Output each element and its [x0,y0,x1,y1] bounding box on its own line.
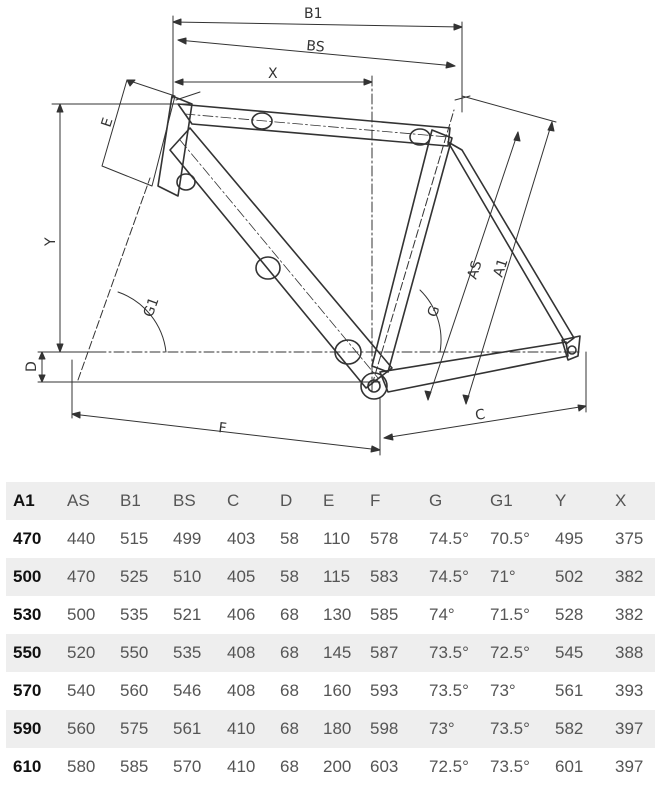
column-header: G1 [490,491,513,510]
table-cell: 72.5° [429,757,469,776]
table-cell: 375 [615,529,644,548]
label-g: G [424,303,444,320]
table-cell: 73.5° [429,643,469,662]
label-y: Y [43,237,59,246]
table-cell: 585 [370,605,399,624]
dimension-c [384,352,586,440]
table-cell: 160 [323,681,352,700]
label-x: X [268,66,278,82]
column-header: A1 [13,491,35,510]
table-row [6,520,655,558]
table-cell: 540 [67,681,96,700]
column-header: E [323,491,335,510]
table-cell: 70.5° [490,529,530,548]
table-cell: 575 [120,719,149,738]
table-cell: 550 [120,643,149,662]
angle-g [372,110,454,385]
table-cell: 74.5° [429,529,469,548]
label-f: F [217,420,228,437]
table-cell: 73.5° [490,757,530,776]
table-cell: 499 [173,529,202,548]
size-cell: 470 [13,529,42,548]
table-cell: 535 [120,605,149,624]
table-cell: 180 [323,719,352,738]
dimension-y [52,104,190,352]
table-cell: 130 [323,605,352,624]
table-cell: 73° [429,719,455,738]
table-cell: 68 [280,643,299,662]
table-cell: 200 [323,757,352,776]
table-cell: 73° [490,681,516,700]
dimension-a1 [462,96,556,404]
table-cell: 68 [280,757,299,776]
size-cell: 590 [13,719,42,738]
table-cell: 408 [227,681,256,700]
table-cell: 525 [120,567,149,586]
table-cell: 406 [227,605,256,624]
column-header: G [429,491,443,510]
column-header: BS [173,491,196,510]
table-cell: 583 [370,567,399,586]
table-cell: 410 [227,719,256,738]
column-header: B1 [120,491,141,510]
table-cell: 388 [615,643,644,662]
table-cell: 570 [173,757,202,776]
table-cell: 405 [227,567,256,586]
table-cell: 582 [555,719,584,738]
dimension-f [72,360,380,455]
dimension-d [38,352,380,382]
table-cell: 408 [227,643,256,662]
label-as: AS [464,258,486,282]
table-cell: 110 [323,529,351,548]
size-cell: 550 [13,643,42,662]
table-cell: 561 [173,719,202,738]
table-cell: 403 [227,529,256,548]
table-cell: 58 [280,529,299,548]
table-cell: 73.5° [429,681,469,700]
column-header: Y [555,491,567,510]
size-cell: 530 [13,605,42,624]
table-header-row [6,482,655,520]
column-header: X [615,491,627,510]
label-g1: G1 [140,295,163,320]
table-cell: 115 [323,567,351,586]
table-cell: 500 [67,605,96,624]
table-cell: 393 [615,681,644,700]
table-cell: 510 [173,567,202,586]
column-header: C [227,491,240,510]
angle-g1 [78,178,166,380]
dimension-x [175,76,372,395]
column-header: AS [67,491,90,510]
table-cell: 578 [370,529,399,548]
table-cell: 71.5° [490,605,530,624]
size-cell: 500 [13,567,42,586]
table-cell: 73.5° [490,719,530,738]
table-cell: 546 [173,681,202,700]
table-cell: 545 [555,643,584,662]
table-row [6,672,655,710]
table-cell: 74° [429,605,455,624]
table-cell: 528 [555,605,584,624]
table-row [6,596,655,634]
label-c: C [474,406,487,424]
label-bs: BS [305,38,326,56]
table-cell: 521 [173,605,202,624]
table-cell: 560 [67,719,96,738]
table-cell: 440 [67,529,96,548]
table-cell: 520 [67,643,96,662]
size-cell: 610 [13,757,42,776]
table-cell: 74.5° [429,567,469,586]
table-cell: 603 [370,757,399,776]
label-b1: B1 [304,6,323,22]
table-cell: 397 [615,757,644,776]
table-row [6,634,655,672]
table-cell: 72.5° [490,643,530,662]
table-cell: 71° [490,567,516,586]
label-a1: A1 [490,256,512,280]
table-cell: 470 [67,567,96,586]
table-row [6,558,655,596]
dimension-e [102,80,175,186]
geometry-table [6,482,655,786]
size-cell: 570 [13,681,42,700]
table-cell: 397 [615,719,644,738]
table-body [6,520,655,786]
table-cell: 585 [120,757,149,776]
table-cell: 560 [120,681,149,700]
table-row [6,748,655,786]
label-d: D [24,361,40,372]
table-cell: 495 [555,529,584,548]
column-header: F [370,491,381,510]
table-cell: 382 [615,567,644,586]
table-cell: 580 [67,757,96,776]
table-cell: 515 [120,529,149,548]
table-cell: 601 [555,757,584,776]
table-cell: 502 [555,567,584,586]
table-cell: 68 [280,681,299,700]
column-header: D [280,491,293,510]
table-cell: 535 [173,643,202,662]
table-cell: 593 [370,681,399,700]
table-row [6,710,655,748]
table-cell: 598 [370,719,399,738]
table-cell: 410 [227,757,256,776]
table-cell: 68 [280,605,299,624]
table-cell: 561 [555,681,584,700]
dimension-b1 [173,16,462,112]
table-cell: 68 [280,719,299,738]
table-cell: 587 [370,643,399,662]
label-e: E [98,115,117,130]
table-cell: 145 [323,643,352,662]
table-cell: 382 [615,605,644,624]
table-cell: 58 [280,567,299,586]
